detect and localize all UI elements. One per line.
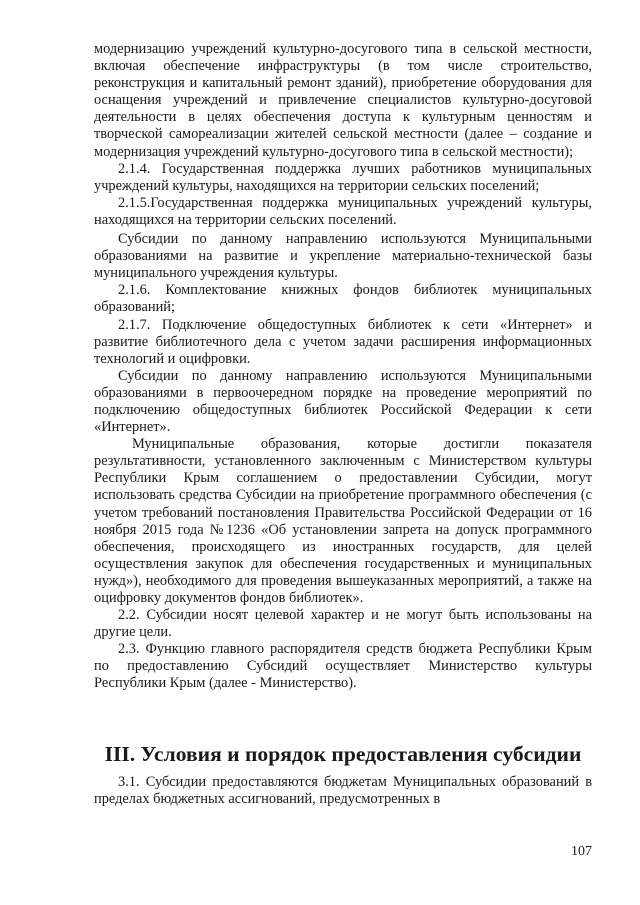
paragraph-municipal-software: Муниципальные образования, которые достигли показателя результативности, установленного заключенным с Министерством культуры Республики Крым соглашением о предоставлении Субсидии, могут использовать средства Субсидии на приобретение программного обеспечения (с учетом требований постановления Правительства Российской Федерации от 16 ноября 2015 года №1236 «Об установлении запрета на допуск программного обеспечения, происходящего из иностранных государств, для целей осуществления закупок для обеспечения государственных и муниципальных нужд»), необходимого для проведения вышеуказанных мероприятий, а также на оцифровку документов фондов библиотек». (94, 436, 592, 606)
paragraph-modernization: модернизацию учреждений культурно-досугового типа в сельской местности, включая обеспечение инфраструктуры (в том числе строительство, реконструкция и капитальный ремонт зданий), приобретение оборудования для оснащения учреждений и привлечение специалистов культурно-досуговой деятельности в целях обеспечения доступа к культурным ценностям и творческой самореализации жителей сельской местности (далее – создание и модернизация учреждений культурно-досугового типа в сельской местности); (94, 41, 592, 160)
page-number: 107 (571, 844, 592, 859)
paragraph-2-1-6: 2.1.6. Комплектование книжных фондов библиотек муниципальных образований; (94, 282, 592, 316)
paragraph-2-1-4: 2.1.4. Государственная поддержка лучших работников муниципальных учреждений культуры, находящихся на территории сельских поселений; (94, 160, 592, 194)
paragraph-subsidy-internet: Субсидии по данному направлению используются Муниципальными образованиями в первоочередном порядке на проведение мероприятий по подключению общедоступных библиотек Российской Федерации к сети «Интернет». (94, 367, 592, 436)
paragraph-subsidy-material-base: Субсидии по данному направлению используются Муниципальными образованиями на развитие и укрепление материально-технической базы муниципального учреждения культуры. (94, 231, 592, 282)
section-heading: III. Условия и порядок предоставления субсидии (104, 742, 582, 766)
paragraph-2-1-7: 2.1.7. Подключение общедоступных библиотек к сети «Интернет» и развитие библиотечного дела с учетом задачи расширения информационных технологий и оцифровки. (94, 316, 592, 367)
paragraph-2-1-5: 2.1.5.Государственная поддержка муниципальных учреждений культуры, находящихся на территории сельских поселений. (94, 194, 592, 228)
paragraph-2-2: 2.2. Субсидии носят целевой характер и не могут быть использованы на другие цели. (94, 607, 592, 641)
paragraph-3-1: 3.1. Субсидии предоставляются бюджетам Муниципальных образований в пределах бюджетных ассигнований, предусмотренных в (94, 774, 592, 808)
paragraph-2-3: 2.3. Функцию главного распорядителя средств бюджета Республики Крым по предоставлению Субсидий осуществляет Министерство культуры Республики Крым (далее - Министерство). (94, 641, 592, 692)
body-text (94, 41, 592, 693)
section-body (94, 774, 592, 808)
